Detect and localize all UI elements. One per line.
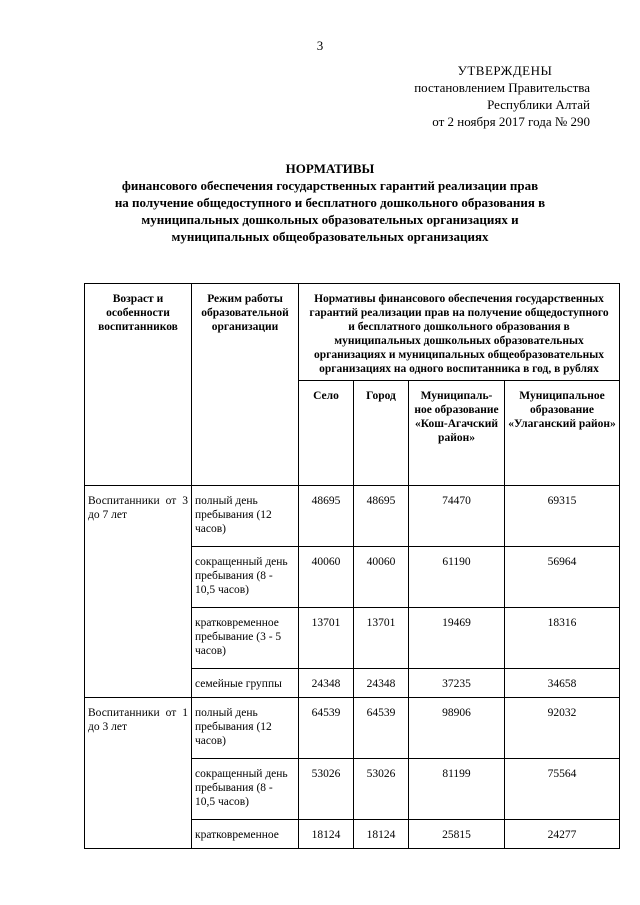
mode-cell: полный день пребывания (12 часов) [192,486,299,547]
value-cell: 53026 [299,759,354,820]
value-cell: 48695 [354,486,409,547]
age-group-cell: Воспитанники от 1 до 3 лет [85,698,192,849]
approval-line: Республики Алтай [487,97,590,112]
value-cell: 18124 [354,820,409,849]
header-kosh-agach: Муниципаль-ное образование «Кош-Агачский район» [409,381,505,486]
age-group-cell: Воспитанники от 3 до 7 лет [85,486,192,698]
header-norms: Нормативы финансового обеспечения государственных гарантий реализации прав на получение общедоступного и бесплатного дошкольного образования в муниципальных дошкольных образовательных организациях и муниципальных общеобразовательных организациях на одного воспитанника в год, в рублях [299,284,620,381]
value-cell: 74470 [409,486,505,547]
value-cell: 48695 [299,486,354,547]
value-cell: 24277 [505,820,620,849]
value-cell: 81199 [409,759,505,820]
header-ulagan: Муниципальное образование «Улаганский район» [505,381,620,486]
value-cell: 61190 [409,547,505,608]
title-line: муниципальных дошкольных образовательных организациях и [141,212,519,227]
table-row [85,698,620,759]
value-cell: 40060 [354,547,409,608]
header-age: Возраст и особенности воспитанников [85,284,192,486]
value-cell: 64539 [299,698,354,759]
value-cell: 92032 [505,698,620,759]
value-cell: 98906 [409,698,505,759]
mode-cell: семейные группы [192,669,299,698]
value-cell: 75564 [505,759,620,820]
title-line: на получение общедоступного и бесплатного дошкольного образования в [114,195,546,210]
value-cell: 25815 [409,820,505,849]
table-row [85,486,620,547]
mode-cell: кратковременное [192,820,299,849]
value-cell: 64539 [354,698,409,759]
value-cell: 13701 [354,608,409,669]
value-cell: 40060 [299,547,354,608]
title-line: муниципальных общеобразовательных организациях [171,229,489,244]
mode-cell: сокращенный день пребывания (8 - 10,5 часов) [192,547,299,608]
norms-table [84,283,620,849]
value-cell: 34658 [505,669,620,698]
mode-cell: полный день пребывания (12 часов) [192,698,299,759]
document-title [70,160,590,245]
header-selo: Село [299,381,354,486]
header-mode: Режим работы образовательной организации [192,284,299,486]
page-number: 3 [316,38,324,53]
title-heading: НОРМАТИВЫ [285,161,375,176]
value-cell: 37235 [409,669,505,698]
title-line: финансового обеспечения государственных гарантий реализации прав [121,178,539,193]
approval-title: УТВЕРЖДЕНЫ [457,63,553,78]
approval-line: от 2 ноября 2017 года № 290 [432,114,590,129]
value-cell: 18316 [505,608,620,669]
approval-block [380,62,590,130]
value-cell: 53026 [354,759,409,820]
header-gorod: Город [354,381,409,486]
value-cell: 13701 [299,608,354,669]
value-cell: 56964 [505,547,620,608]
value-cell: 24348 [299,669,354,698]
value-cell: 19469 [409,608,505,669]
approval-line: постановлением Правительства [414,80,590,95]
mode-cell: сокращенный день пребывания (8 - 10,5 часов) [192,759,299,820]
value-cell: 69315 [505,486,620,547]
mode-cell: кратковременное пребывание (3 - 5 часов) [192,608,299,669]
value-cell: 18124 [299,820,354,849]
value-cell: 24348 [354,669,409,698]
